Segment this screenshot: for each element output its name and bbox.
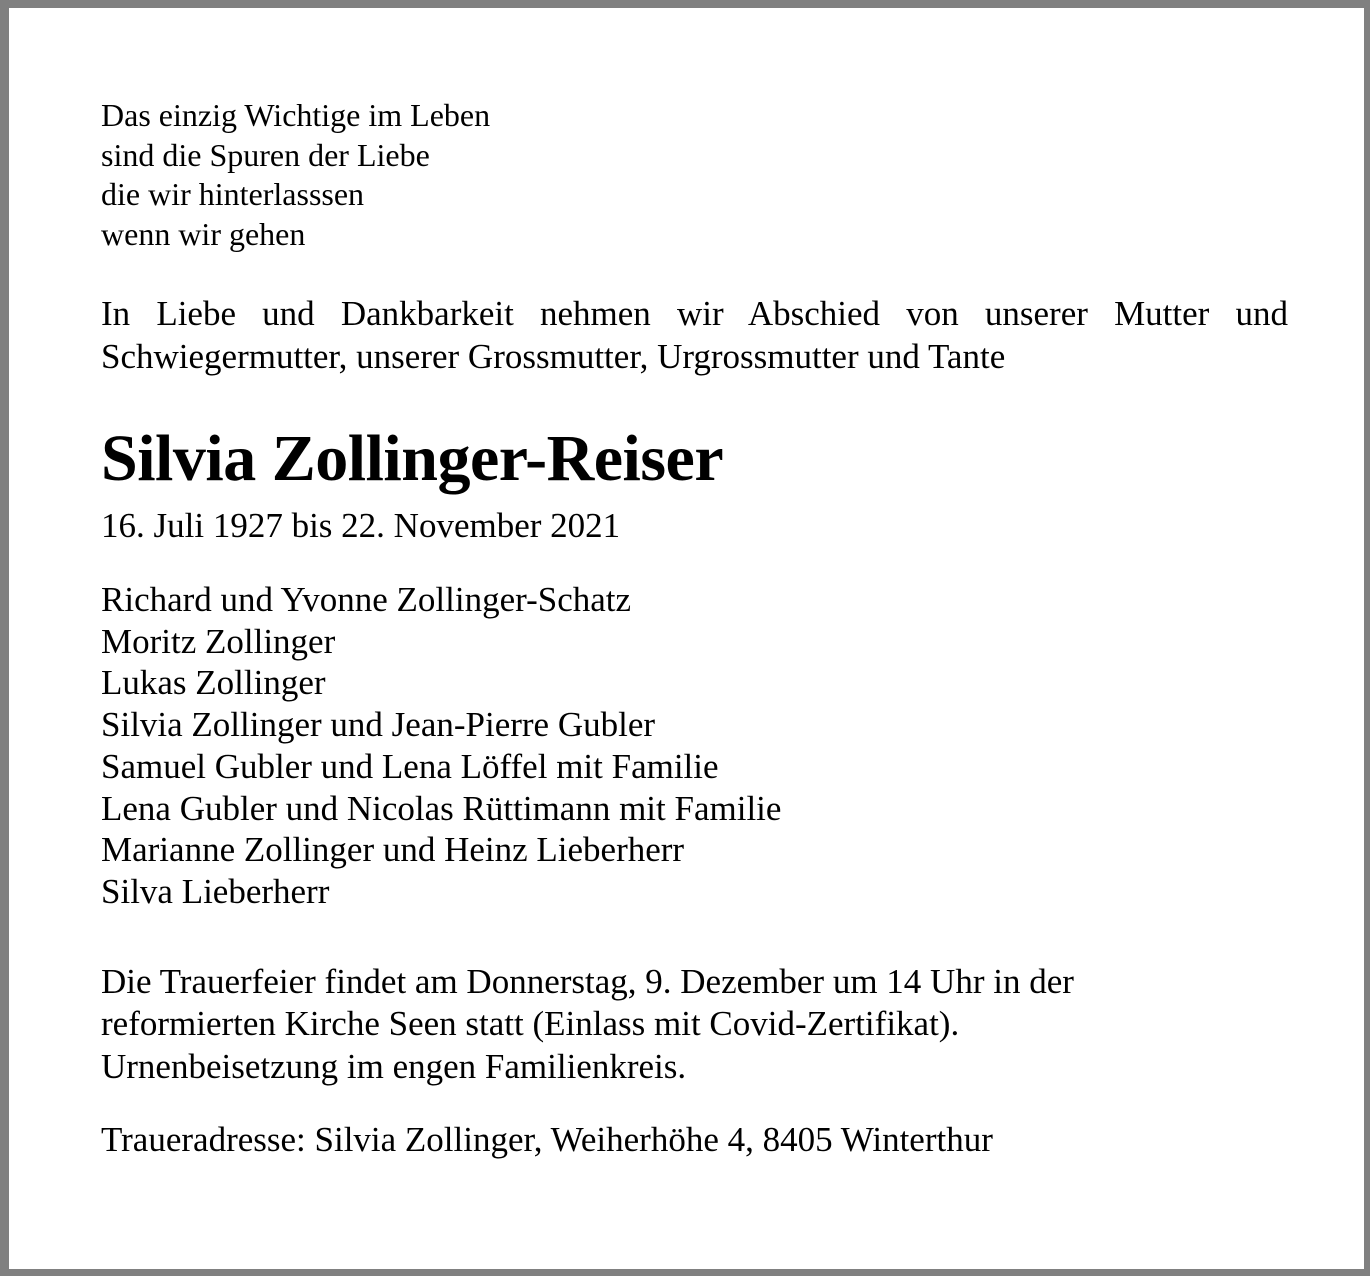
mourner-item: Samuel Gubler und Lena Löffel mit Familie	[101, 746, 719, 786]
mourner-item: Richard und Yvonne Zollinger-Schatz	[101, 580, 632, 619]
obituary-content	[101, 96, 1288, 1161]
verse-line: Das einzig Wichtige im Leben	[101, 97, 491, 133]
mourner-item: Silvia Zollinger und Jean-Pierre Gubler	[101, 705, 656, 745]
service-line: Die Trauerfeier findet am Donnerstag, 9. Dezember um 14 Uhr in der	[101, 961, 1074, 1001]
mourner-item: Silva Lieberherr	[101, 871, 330, 911]
life-dates: 16. Juli 1927 bis 22. November 2021	[101, 506, 621, 545]
verse-block	[101, 96, 1288, 254]
service-line: Urnenbeisetzung im engen Familienkreis.	[101, 1046, 687, 1086]
verse-line: die wir hinterlasssen	[101, 176, 365, 212]
mourner-item: Marianne Zollinger und Heinz Lieberherr	[101, 830, 685, 870]
intro-text: In Liebe und Dankbarkeit nehmen wir Abschied von unserer Mutter und Schwiegermutter, unserer Grossmutter, Urgrossmutter und Tante	[101, 294, 1288, 376]
mourner-item: Lena Gubler und Nicolas Rüttimann mit Familie	[101, 788, 782, 828]
verse-line: wenn wir gehen	[101, 215, 306, 252]
mourning-address: Traueradresse: Silvia Zollinger, Weiherhöhe 4, 8405 Winterthur	[101, 1120, 993, 1160]
mourner-item: Lukas Zollinger	[101, 663, 326, 703]
service-info	[101, 961, 1288, 1089]
mourners-list	[101, 579, 1288, 913]
deceased-name: Silvia Zollinger-Reiser	[101, 422, 724, 495]
verse-line: sind die Spuren der Liebe	[101, 136, 430, 173]
mourner-item: Moritz Zollinger	[101, 621, 336, 661]
service-line: reformierten Kirche Seen statt (Einlass mit Covid-Zertifikat).	[101, 1004, 960, 1044]
